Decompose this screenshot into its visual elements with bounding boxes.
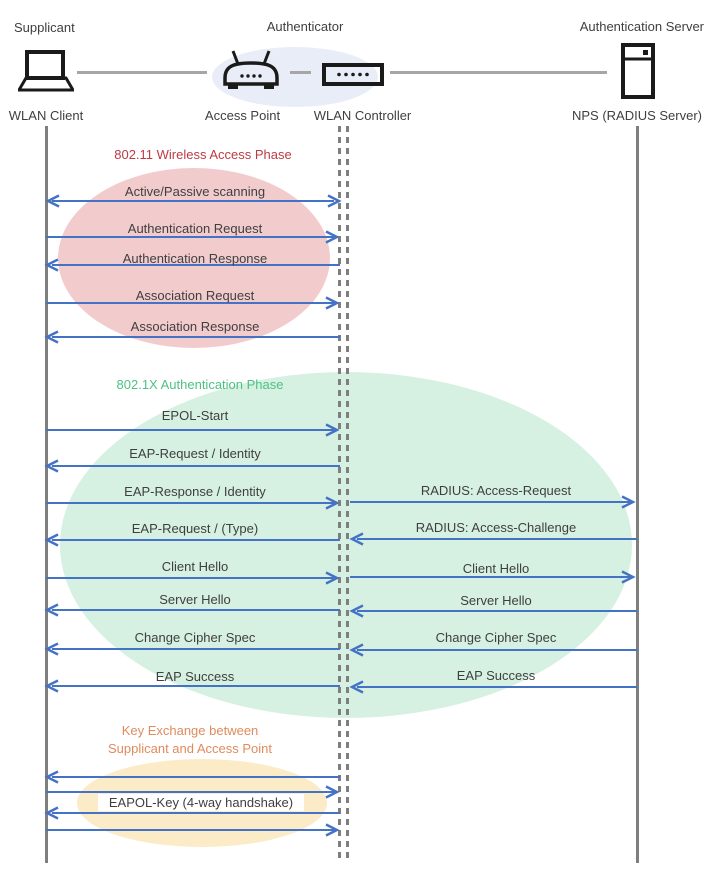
message-label: Authentication Request: [127, 221, 263, 236]
message-label: Change Cipher Spec: [134, 630, 256, 645]
message-label: Association Response: [130, 319, 260, 334]
message-label: Change Cipher Spec: [435, 630, 557, 645]
phase-title-key-exchange-line2: Supplicant and Access Point: [107, 741, 273, 756]
laptop-icon: [18, 50, 74, 94]
message-label: Server Hello: [460, 593, 532, 608]
actor-role-authenticator: Authenticator: [266, 19, 344, 34]
device-label-nps: NPS (RADIUS Server): [571, 108, 703, 123]
message-arrow-left: [44, 770, 340, 784]
message-label: Server Hello: [159, 592, 231, 607]
device-label-wlan-client: WLAN Client: [8, 108, 84, 123]
message-label: EAP-Request / Identity: [129, 446, 261, 461]
message-label: EAP-Request / (Type): [131, 521, 259, 536]
message-label: Active/Passive scanning: [124, 184, 266, 199]
wlan-controller-icon: [322, 63, 384, 86]
connector-line-ap-controller: [290, 71, 311, 74]
connector-line-client-ap: [77, 71, 207, 74]
device-label-access-point: Access Point: [204, 108, 281, 123]
actor-role-auth-server: Authentication Server: [579, 19, 704, 34]
message-label: EAP-Response / Identity: [124, 484, 266, 499]
message-arrow-right: [46, 423, 340, 437]
device-label-wlan-controller: WLAN Controller: [313, 108, 412, 123]
message-label: Authentication Response: [122, 251, 268, 266]
message-label: EAP Success: [456, 668, 536, 683]
message-label-eapol-key: EAPOL-Key (4-way handshake): [98, 794, 304, 811]
message-label: RADIUS: Access-Request: [420, 483, 572, 498]
message-label: EPOL-Start: [161, 408, 229, 423]
phase-title-80211: 802.11 Wireless Access Phase: [114, 147, 292, 162]
phase-title-8021x: 802.1X Authentication Phase: [116, 377, 284, 392]
message-label: Client Hello: [462, 561, 530, 576]
phase-title-key-exchange: [33, 722, 347, 758]
server-icon: [621, 43, 655, 99]
message-label: RADIUS: Access-Challenge: [415, 520, 577, 535]
connector-line-controller-server: [390, 71, 607, 74]
message-label: EAP Success: [155, 669, 235, 684]
message-label: Client Hello: [161, 559, 229, 574]
access-point-icon: [221, 50, 281, 90]
message-arrow-right: [46, 823, 340, 837]
message-label: Association Request: [135, 288, 255, 303]
phase-title-key-exchange-line1: Key Exchange between: [121, 723, 259, 738]
actor-role-supplicant: Supplicant: [14, 20, 75, 35]
